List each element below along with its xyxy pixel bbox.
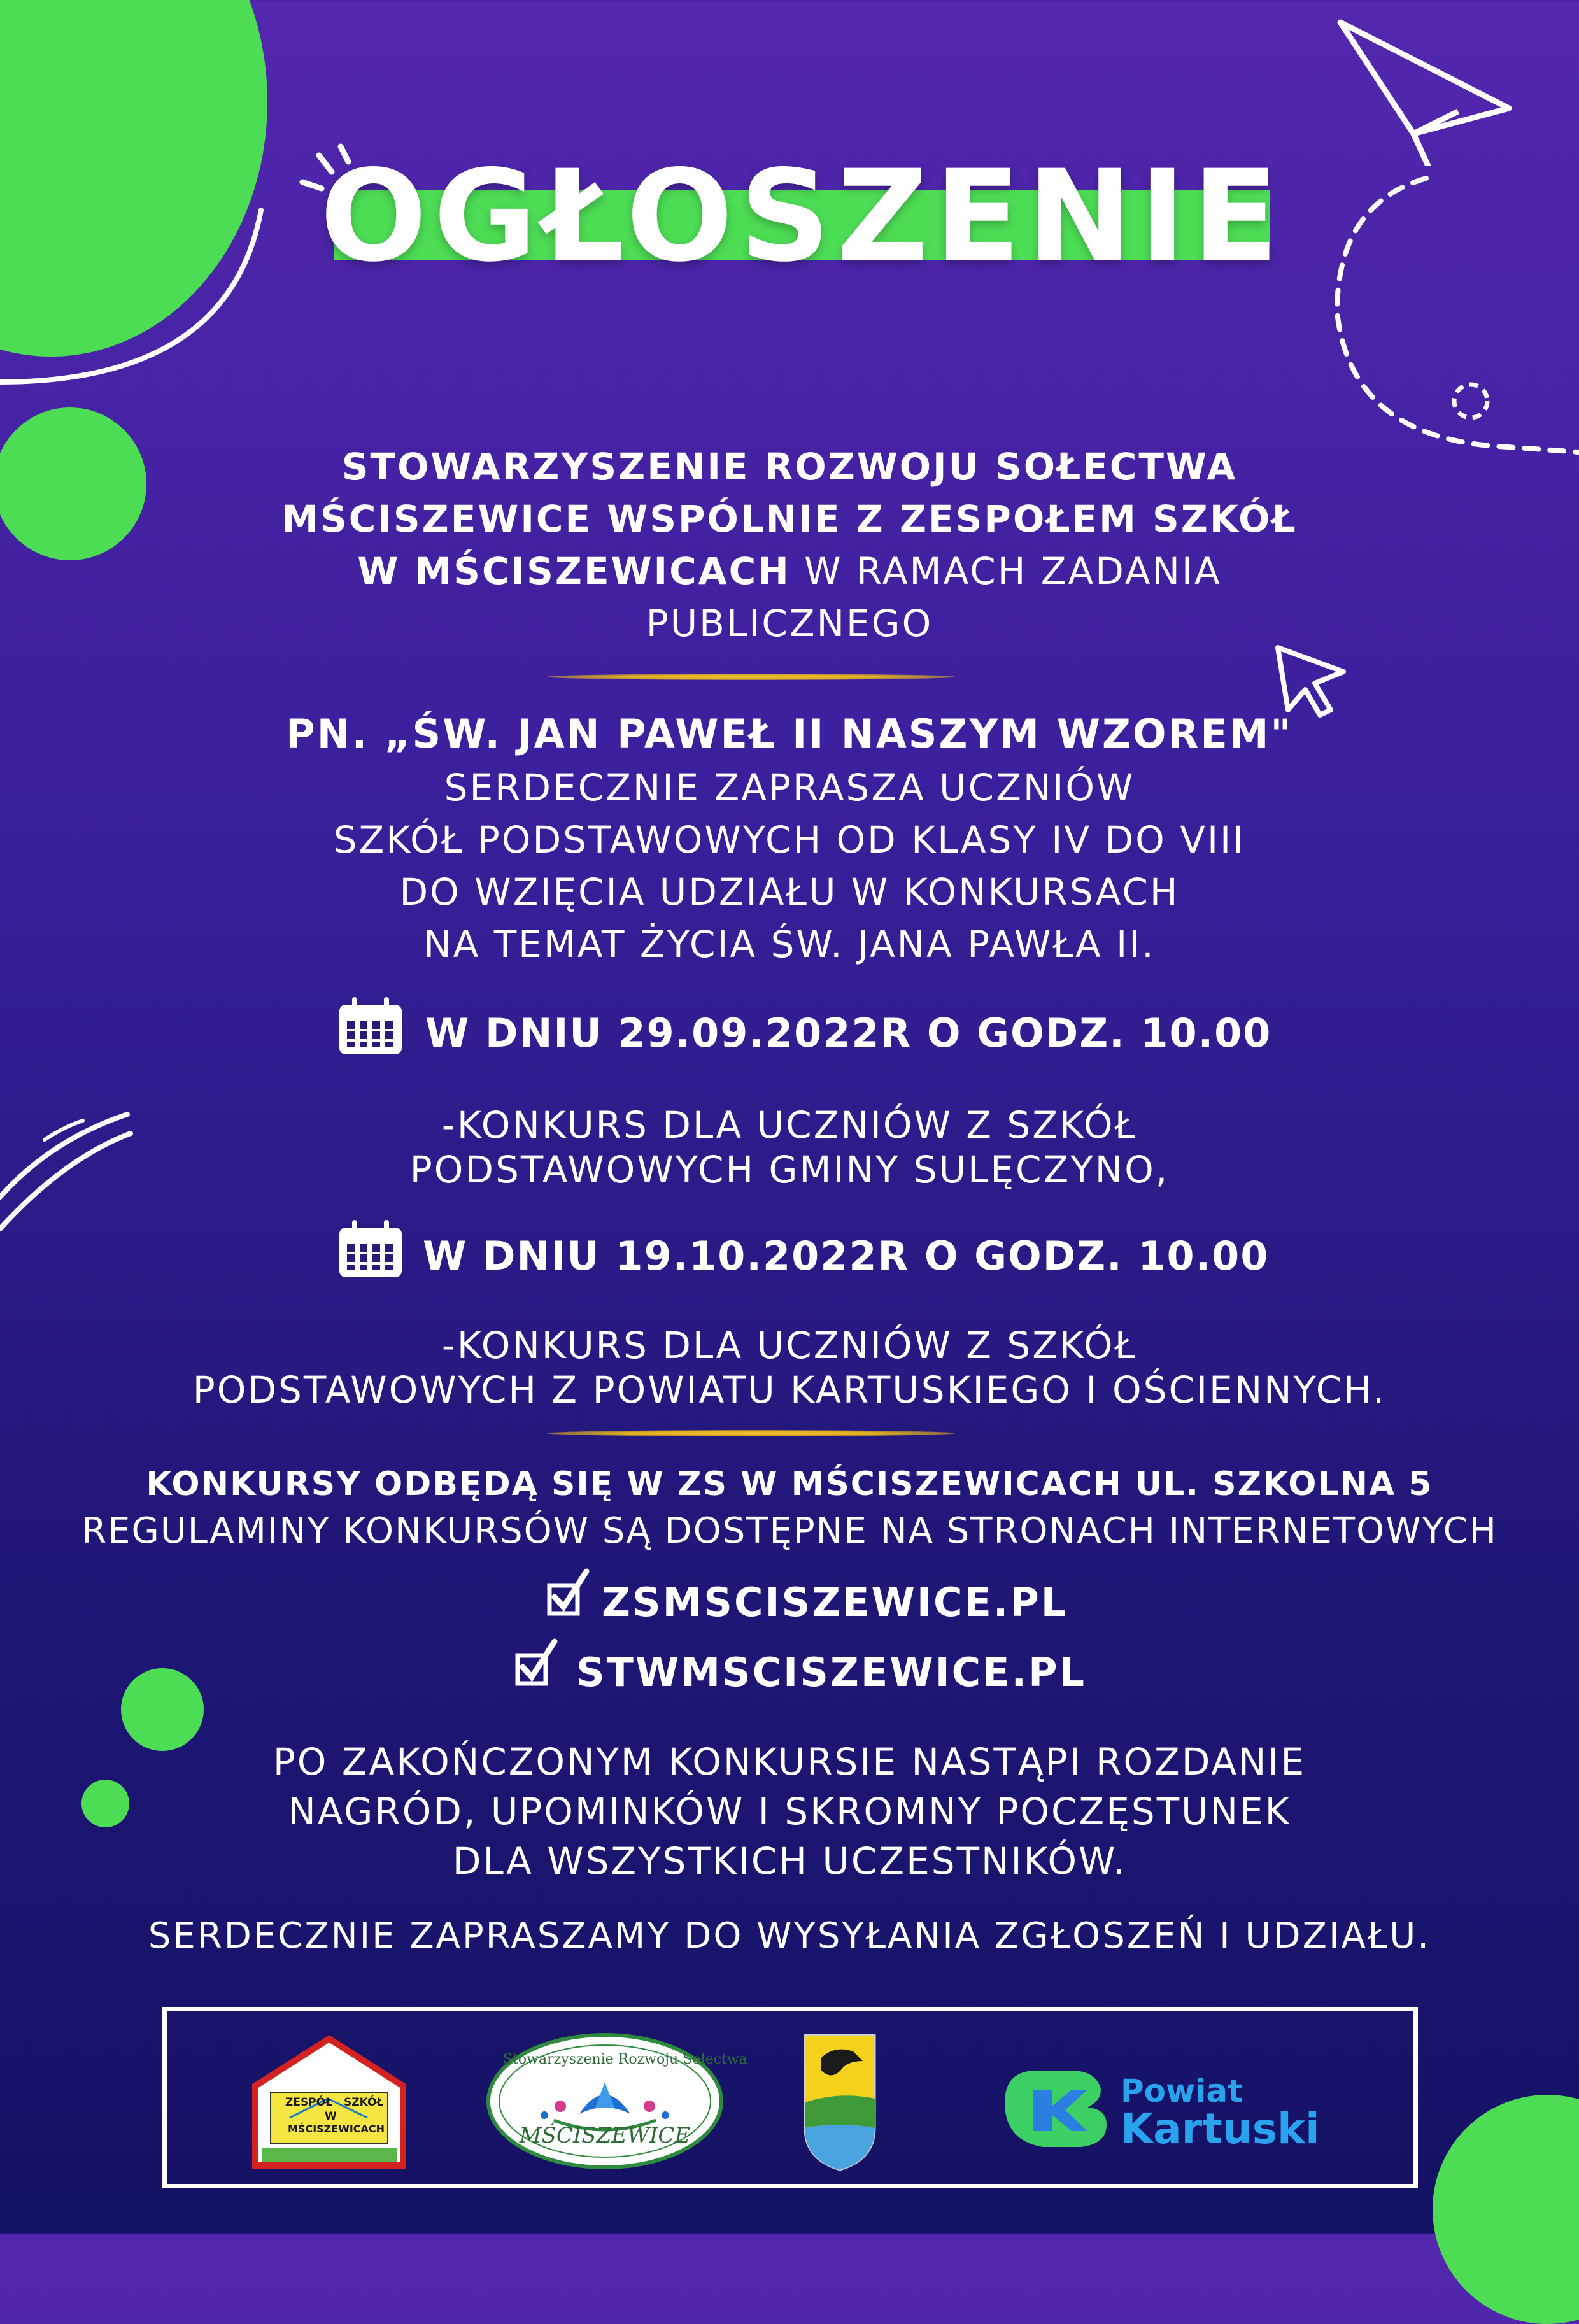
intro-line-3-rest: W RAMACH ZADANIA [790, 549, 1222, 593]
closing-line-3: DLA WSZYSTKICH UCZESTNIKÓW. [452, 1839, 1127, 1883]
intro-line-3 [0, 545, 1579, 597]
event-2-desc-1: -KONKURS DLA UCZNIÓW Z SZKÓŁ [441, 1324, 1138, 1367]
location-text: KONKURSY ODBĘDĄ SIĘ W ZS W MŚCISZEWICACH UL. SZKOLNA 5 [146, 1465, 1433, 1503]
intro-line-1: STOWARZYSZENIE ROZWOJU SOŁECTWA [341, 445, 1238, 488]
event-1-date: W DNIU 29.09.2022R O GODZ. 10.00 [425, 1010, 1272, 1056]
county-logo-icon [998, 2064, 1113, 2160]
project-line-3: DO WZIĘCIA UDZIAŁU W KONKURSACH [399, 870, 1180, 914]
calendar-grid-lines [347, 1244, 394, 1270]
checkbox-icon [513, 1636, 563, 1694]
project-line-2: SZKÓŁ PODSTAWOWYCH OD KLASY IV DO VIII [333, 818, 1246, 861]
coat-of-arms-logo [802, 2032, 877, 2172]
link-stwmsciszewice[interactable]: STWMSCISZEWICE.PL [576, 1649, 1087, 1696]
event-2-date: W DNIU 19.10.2022R O GODZ. 10.00 [423, 1233, 1270, 1279]
event-1-desc-2: PODSTAWOWYCH GMINY SULĘCZYNO, [409, 1148, 1170, 1191]
link-zsmsciszewice[interactable]: ZSMSCISZEWICE.PL [602, 1579, 1068, 1626]
title-block [306, 143, 1299, 290]
calendar-icon [339, 1005, 402, 1054]
school-logo-text-3: W [325, 2110, 337, 2123]
association-logo-top-text: Stowarzyszenie Rozwoju Sołectwa [503, 2051, 747, 2067]
closing-line-1: PO ZAKOŃCZONYM KONKURSIE NASTĄPI ROZDANIE [273, 1740, 1306, 1783]
association-logo-bottom-text: MŚCISZEWICE [519, 2123, 691, 2148]
project-line-4: NA TEMAT ŻYCIA ŚW. JANA PAWŁA II. [423, 923, 1156, 966]
page-title: OGŁOSZENIE [320, 143, 1285, 290]
calendar-ring [352, 997, 357, 1012]
calendar-grid-lines [347, 1021, 394, 1047]
corner-green-circle [1433, 2095, 1579, 2324]
project-line-1: SERDECZNIE ZAPRASZA UCZNIÓW [444, 766, 1135, 809]
school-logo-text-2: SZKÓŁ [344, 2096, 384, 2109]
divider-bottom [548, 1430, 955, 1436]
event-2-desc-2: PODSTAWOWYCH Z POWIATU KARTUSKIEGO I OŚCIENNYCH. [192, 1368, 1387, 1412]
regulations-text: REGULAMINY KONKURSÓW SĄ DOSTĘPNE NA STRONACH INTERNETOWYCH [81, 1510, 1498, 1552]
school-logo-text-4: MŚCISZEWICACH [288, 2123, 385, 2135]
school-logo-text-1: ZESPÓŁ [285, 2096, 333, 2109]
closing-line-2: NAGRÓD, UPOMINKÓW I SKROMNY POCZĘSTUNEK [288, 1790, 1291, 1833]
white-arc-decoration [0, 0, 293, 407]
intro-line-3-bold: W MŚCISZEWICACH [357, 549, 791, 593]
calendar-ring [384, 997, 389, 1012]
calendar-ring [384, 1220, 389, 1235]
closing-invite: SERDECZNIE ZAPRASZAMY DO WYSYŁANIA ZGŁOSZEŃ I UDZIAŁU. [148, 1915, 1431, 1957]
calendar-icon [339, 1228, 402, 1277]
divider-top [548, 674, 955, 680]
county-logo-text-2: Kartuski [1121, 2104, 1320, 2153]
dashed-trail-decoration [1324, 166, 1579, 465]
intro-line-2: MŚCISZEWICE WSPÓLNIE Z ZESPOŁEM SZKÓŁ [281, 497, 1298, 541]
county-logo-text-1: Powiat [1121, 2072, 1243, 2109]
paper-plane-icon [1331, 13, 1522, 166]
checkbox-icon [544, 1566, 595, 1624]
project-name: PN. „ŚW. JAN PAWEŁ II NASZYM WZOREM" [286, 711, 1293, 757]
calendar-ring [352, 1220, 357, 1235]
intro-line-4: PUBLICZNEGO [646, 602, 933, 645]
event-1-desc-1: -KONKURS DLA UCZNIÓW Z SZKÓŁ [441, 1103, 1138, 1147]
